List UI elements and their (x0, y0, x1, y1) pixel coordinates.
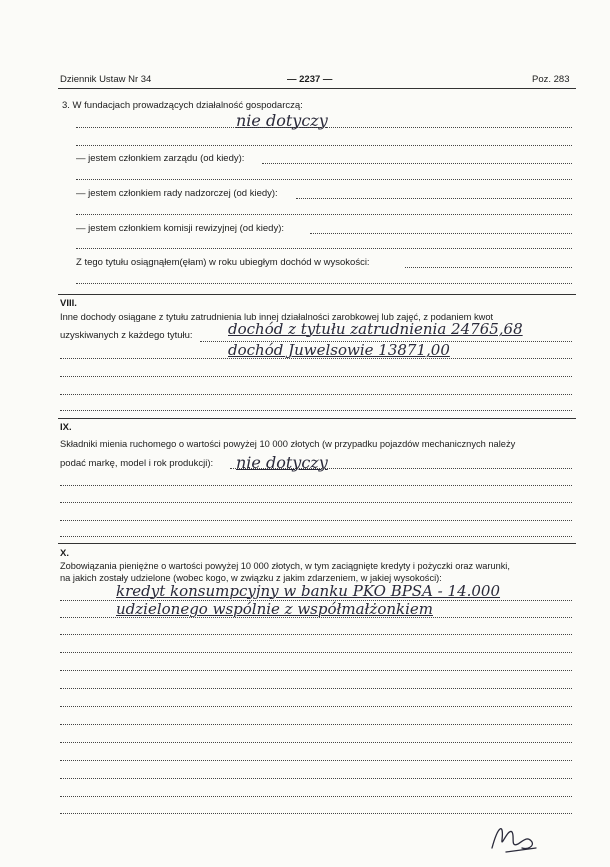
section-ix-answer: nie dotyczy (236, 453, 328, 472)
dotted-line (76, 283, 572, 284)
dotted-line (60, 485, 572, 486)
dotted-line (262, 163, 572, 164)
section-viii-text-1: Inne dochody osiągane z tytułu zatrudnienia lub innej działalności zarobkowej lub zajęć, z podaniem kwot (60, 312, 494, 322)
dotted-line (296, 198, 572, 199)
item3-handwritten-answer: nie dotyczy (236, 111, 328, 130)
section-x-answer-1: kredyt konsumpcyjny w banku PKO BPSA - 14.000 (116, 582, 501, 600)
dotted-line (310, 233, 572, 234)
dotted-line (60, 502, 572, 503)
dochod-label: Z tego tytułu osiągnąłem(ęłam) w roku ubiegłym dochód w wysokości: (76, 257, 370, 268)
dotted-line (60, 394, 572, 395)
dotted-line (60, 813, 572, 814)
section-x-text-2: na jakich zostały udzielone (wobec kogo, w związku z jakim zdarzeniem, w jakiej wysokości): (60, 573, 442, 583)
dotted-line (60, 358, 572, 359)
dotted-line (60, 652, 572, 653)
zarzad-label: — jestem członkiem zarządu (od kiedy): (76, 153, 245, 164)
dotted-line (76, 127, 572, 128)
dotted-line (60, 724, 572, 725)
dotted-line (60, 796, 572, 797)
section-x-answer-2: udzielonego wspólnie z współmałżonkiem (116, 600, 433, 618)
dotted-line (405, 267, 572, 268)
header-rule (58, 88, 576, 89)
dotted-line (60, 410, 572, 411)
section-ix-text-1: Składniki mienia ruchomego o wartości powyżej 10 000 złotych (w przypadku pojazdów mechanicznych należy (60, 439, 516, 449)
dotted-line (60, 706, 572, 707)
dotted-line (76, 145, 572, 146)
dotted-line (60, 670, 572, 671)
dotted-line (60, 376, 572, 377)
dotted-line (60, 688, 572, 689)
journal-title: Dziennik Ustaw Nr 34 (60, 74, 152, 85)
section-x-number: X. (60, 548, 69, 559)
section-divider (58, 294, 576, 295)
dotted-line (230, 468, 572, 469)
section-ix-number: IX. (60, 422, 72, 433)
komisja-label: — jestem członkiem komisji rewizyjnej (od kiedy): (76, 223, 284, 234)
signature-mark (488, 818, 540, 858)
item3-label: 3. W fundacjach prowadzących działalność gospodarczą: (62, 100, 303, 111)
section-viii-text-2: uzyskiwanych z każdego tytułu: (60, 330, 193, 341)
dotted-line (60, 634, 572, 635)
section-viii-number: VIII. (60, 298, 77, 309)
page-number: — 2237 — (287, 74, 333, 85)
position-number: Poz. 283 (532, 74, 570, 85)
section-viii-answer-1: dochód z tytułu zatrudnienia 24765,68 (228, 320, 523, 338)
dotted-line (76, 214, 572, 215)
dotted-line (60, 742, 572, 743)
dotted-line (60, 536, 572, 537)
dotted-line (60, 778, 572, 779)
section-divider (58, 543, 576, 544)
dotted-line (76, 248, 572, 249)
dotted-line (76, 179, 572, 180)
dotted-line (60, 760, 572, 761)
section-ix-text-2: podać markę, model i rok produkcji): (60, 458, 214, 469)
dotted-line (60, 520, 572, 521)
section-divider (58, 418, 576, 419)
section-viii-answer-2: dochód Juwelsowie 13871,00 (228, 341, 450, 359)
dotted-line (60, 617, 572, 618)
rada-label: — jestem członkiem rady nadzorczej (od kiedy): (76, 188, 278, 199)
section-x-text-1: Zobowiązania pieniężne o wartości powyżej 10 000 złotych, w tym zaciągnięte kredyty i pożyczki oraz warunki, (60, 561, 510, 571)
